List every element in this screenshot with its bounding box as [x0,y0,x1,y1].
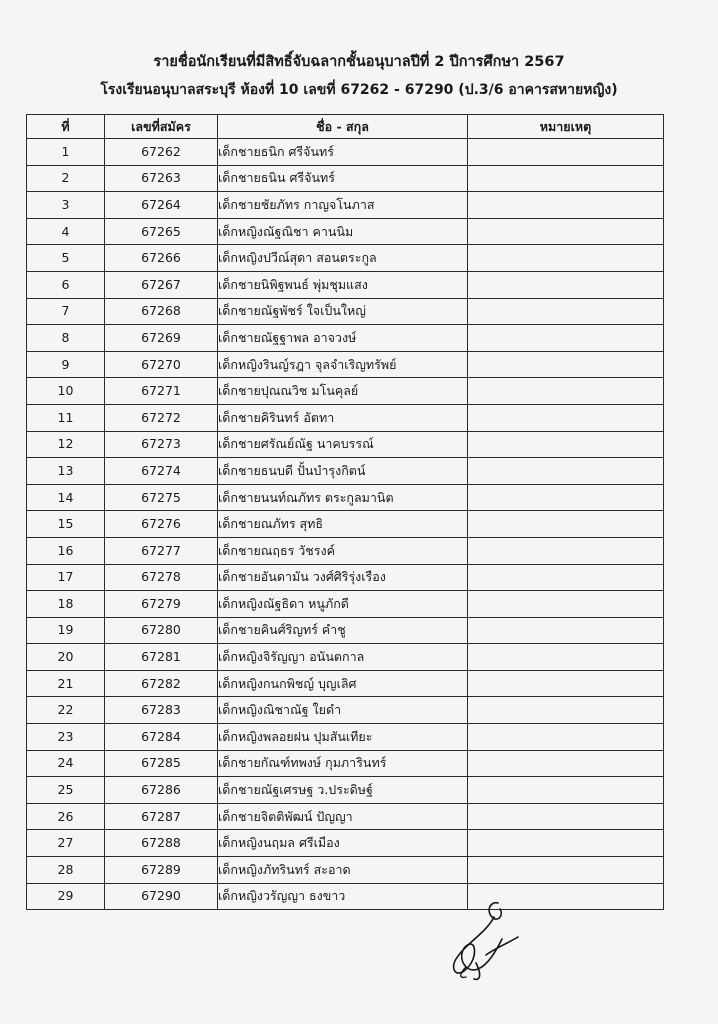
document-title: รายชื่อนักเรียนที่มีสิทธิ์จับฉลากชั้นอนุบาลปีที่ 2 ปีการศึกษา 2567 [153,54,565,70]
remarks-cell [468,165,664,192]
remarks-cell [468,777,664,804]
row-number: 21 [27,670,105,697]
row-number: 7 [27,298,105,325]
column-header-no: ที่ [27,115,105,139]
remarks-cell [468,830,664,857]
remarks-cell [468,697,664,724]
application-number: 67276 [105,511,218,538]
student-name: เด็กชายอันดามัน วงศ์ศิริรุ่งเรือง [218,564,468,591]
row-number: 5 [27,245,105,272]
row-number: 9 [27,351,105,378]
document-subtitle: โรงเรียนอนุบาลสระบุรี ห้องที่ 10 เลขที่ 67262 - 67290 (ป.3/6 อาคารสหายหญิง) [100,82,618,98]
table-row [27,857,664,884]
application-number: 67286 [105,777,218,804]
application-number: 67281 [105,644,218,671]
application-number: 67273 [105,431,218,458]
application-number: 67280 [105,617,218,644]
application-number: 67269 [105,325,218,352]
row-number: 25 [27,777,105,804]
application-number: 67268 [105,298,218,325]
application-number: 67265 [105,218,218,245]
table-row [27,591,664,618]
remarks-cell [468,803,664,830]
application-number: 67284 [105,724,218,751]
student-name: เด็กชายจิตติพัฒน์ ปัญญา [218,803,468,830]
table-header-row [27,115,664,139]
row-number: 14 [27,484,105,511]
row-number: 29 [27,883,105,910]
remarks-cell [468,564,664,591]
remarks-cell [468,431,664,458]
table-row [27,670,664,697]
application-number: 67285 [105,750,218,777]
row-number: 15 [27,511,105,538]
student-name: เด็กชายธนบดี ปั้นบำรุงกิตน์ [218,458,468,485]
column-header-remarks: หมายเหตุ [468,115,664,139]
column-header-full-name: ชื่อ - สกุล [218,115,468,139]
table-row [27,750,664,777]
row-number: 13 [27,458,105,485]
remarks-cell [468,271,664,298]
row-number: 4 [27,218,105,245]
application-number: 67275 [105,484,218,511]
handwritten-signature-icon [446,893,526,983]
student-name: เด็กหญิงณัฐณิชา คานนิม [218,218,468,245]
remarks-cell [468,218,664,245]
remarks-cell [468,617,664,644]
table-row [27,644,664,671]
row-number: 12 [27,431,105,458]
student-name: เด็กชายณฤธร วัชรงค์ [218,537,468,564]
table-row [27,378,664,405]
table-row [27,325,664,352]
remarks-cell [468,404,664,431]
application-number: 67274 [105,458,218,485]
table-row [27,139,664,166]
student-name: เด็กหญิงจิรัญญา อนันตกาล [218,644,468,671]
table-row [27,431,664,458]
row-number: 1 [27,139,105,166]
row-number: 3 [27,192,105,219]
student-name: เด็กชายณัฐฐาพล อาจวงษ์ [218,325,468,352]
remarks-cell [468,378,664,405]
row-number: 23 [27,724,105,751]
student-name: เด็กชายธนิน ศรีจันทร์ [218,165,468,192]
student-name: เด็กชายคินศ์ริญทร์ คำชู [218,617,468,644]
student-name: เด็กหญิงปวีณ์สุดา สอนตระกูล [218,245,468,272]
application-number: 67287 [105,803,218,830]
student-name: เด็กชายชัยภัทร กาญจโนภาส [218,192,468,219]
student-name: เด็กชายณัฐพัชร์ ใจเป็นใหญ่ [218,298,468,325]
table-row [27,697,664,724]
application-number: 67289 [105,857,218,884]
remarks-cell [468,245,664,272]
remarks-cell [468,484,664,511]
student-name: เด็กหญิงวรัญญา ธงขาว [218,883,468,910]
table-row [27,271,664,298]
application-number: 67270 [105,351,218,378]
table-row [27,484,664,511]
table-row [27,192,664,219]
application-number: 67262 [105,139,218,166]
student-name: เด็กชายธนิก ศรีจันทร์ [218,139,468,166]
application-number: 67277 [105,537,218,564]
row-number: 2 [27,165,105,192]
remarks-cell [468,537,664,564]
table-row [27,218,664,245]
student-name: เด็กหญิงณัฐธิดา หนูภักดี [218,591,468,618]
table-row [27,537,664,564]
remarks-cell [468,325,664,352]
application-number: 67290 [105,883,218,910]
remarks-cell [468,139,664,166]
application-number: 67264 [105,192,218,219]
table-row [27,830,664,857]
application-number: 67288 [105,830,218,857]
application-number: 67283 [105,697,218,724]
student-name: เด็กชายณภัทร สุทธิ [218,511,468,538]
row-number: 22 [27,697,105,724]
row-number: 11 [27,404,105,431]
student-name: เด็กหญิงพลอยฝน ปุมสันเทียะ [218,724,468,751]
student-name: เด็กชายนิพิฐพนธ์ พุ่มชุมแสง [218,271,468,298]
table-row [27,883,664,910]
table-row [27,777,664,804]
table-row [27,404,664,431]
row-number: 18 [27,591,105,618]
application-number: 67267 [105,271,218,298]
student-name: เด็กหญิงภัทรินทร์ สะอาด [218,857,468,884]
row-number: 10 [27,378,105,405]
row-number: 17 [27,564,105,591]
row-number: 27 [27,830,105,857]
remarks-cell [468,670,664,697]
remarks-cell [468,192,664,219]
remarks-cell [468,591,664,618]
table-body [27,139,664,910]
table-row [27,617,664,644]
application-number: 67272 [105,404,218,431]
column-header-application-number: เลขที่สมัคร [105,115,218,139]
student-roster-table [26,114,664,910]
student-name: เด็กชายนนท์ณภัทร ตระกูลมานิต [218,484,468,511]
remarks-cell [468,857,664,884]
row-number: 26 [27,803,105,830]
row-number: 20 [27,644,105,671]
application-number: 67278 [105,564,218,591]
remarks-cell [468,298,664,325]
student-name: เด็กหญิงณิชาณัฐ ใยดำ [218,697,468,724]
table-row [27,564,664,591]
application-number: 67266 [105,245,218,272]
application-number: 67282 [105,670,218,697]
table-row [27,724,664,751]
remarks-cell [468,724,664,751]
table-row [27,803,664,830]
remarks-cell [468,644,664,671]
student-name: เด็กชายศรัณย์ณัฐ นาคบรรณ์ [218,431,468,458]
student-name: เด็กหญิงกนกพิชญ์ บุญเลิศ [218,670,468,697]
student-name: เด็กหญิงนฤมล ศรีเมือง [218,830,468,857]
table-row [27,298,664,325]
student-name: เด็กชายปุณณวิช มโนคุลย์ [218,378,468,405]
table-row [27,351,664,378]
student-name: เด็กชายกัณฑ์ทพงษ์ กุมภารินทร์ [218,750,468,777]
student-name: เด็กหญิงรินญ์รฎา จุลจำเริญทรัพย์ [218,351,468,378]
table-row [27,245,664,272]
row-number: 6 [27,271,105,298]
application-number: 67279 [105,591,218,618]
row-number: 8 [27,325,105,352]
remarks-cell [468,750,664,777]
remarks-cell [468,458,664,485]
remarks-cell [468,511,664,538]
table-row [27,458,664,485]
application-number: 67271 [105,378,218,405]
student-name: เด็กชายคิรินทร์ อัตทา [218,404,468,431]
row-number: 24 [27,750,105,777]
table-row [27,511,664,538]
application-number: 67263 [105,165,218,192]
student-name: เด็กชายณัฐเศรษฐ ว.ประดิษฐ์ [218,777,468,804]
table-row [27,165,664,192]
row-number: 28 [27,857,105,884]
row-number: 19 [27,617,105,644]
remarks-cell [468,351,664,378]
row-number: 16 [27,537,105,564]
